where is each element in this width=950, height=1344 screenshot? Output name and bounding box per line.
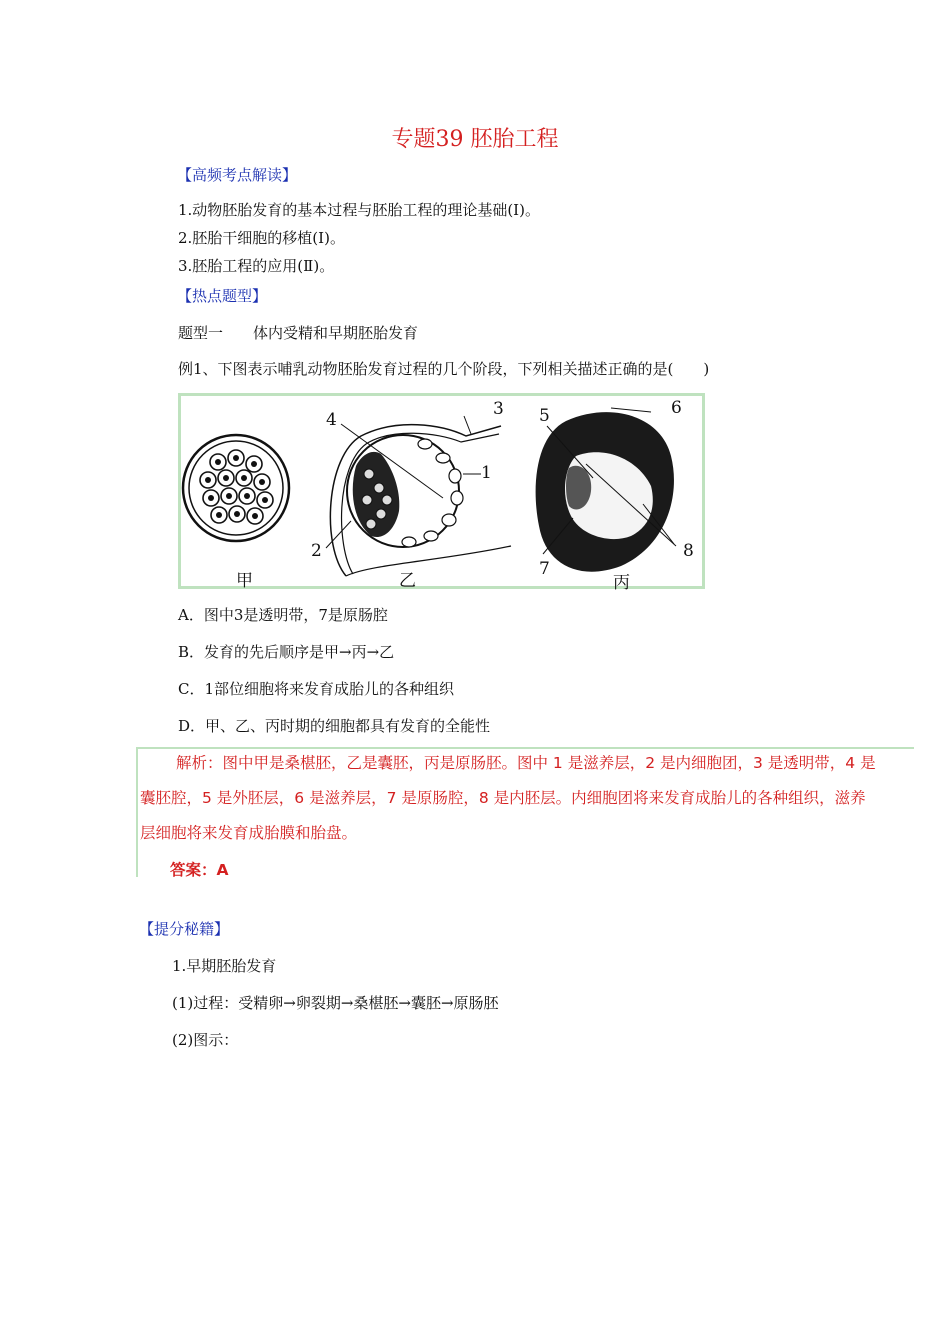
embryo-stages-illustration [181,396,702,586]
analysis-line: 解析：图中甲是桑椹胚，乙是囊胚，丙是原肠胚。图中 1 是滋养层，2 是内细胞团，3 是透明带，4 是 [176,754,876,772]
blastocyst-drawing [326,416,511,576]
option-c: C．1部位细胞将来发育成胎儿的各种组织 [178,680,455,698]
page-title: 专题39 胚胎工程 [391,127,559,152]
figure-label-jia: 甲 [236,571,253,591]
morula-drawing [183,435,289,541]
question-type-title: 题型一 体内受精和早期胚胎发育 [178,324,419,342]
section-header-tips: 【提分秘籍】 [139,920,230,938]
analysis-frame-top [136,747,914,749]
figure-label-yi: 乙 [399,571,416,591]
list-item: 1.早期胚胎发育 [172,957,277,975]
section-header-hot-topics: 【热点题型】 [177,287,268,305]
figure-number-3: 3 [493,399,504,419]
option-d: D．甲、乙、丙时期的细胞都具有发育的全能性 [178,717,491,735]
figure-number-8: 8 [683,541,694,561]
question-stem: 例1、下图表示哺乳动物胚胎发育过程的几个阶段，下列相关描述正确的是( ) [178,360,710,378]
option-a: A．图中3是透明带，7是原肠腔 [178,606,388,624]
figure-number-1: 1 [481,463,492,483]
option-b: B．发育的先后顺序是甲→丙→乙 [178,643,395,661]
figure-number-6: 6 [671,398,682,418]
list-item: (1)过程：受精卵→卵裂期→桑椹胚→囊胚→原肠胚 [172,994,499,1012]
figure-number-5: 5 [539,406,550,426]
list-item: (2)图示： [172,1031,239,1049]
section-header-high-frequency: 【高频考点解读】 [177,166,298,184]
figure-number-4: 4 [326,410,337,430]
gastrula-drawing [536,408,676,572]
embryo-figure [178,393,705,593]
list-item: 3.胚胎工程的应用(Ⅱ)。 [178,257,335,275]
analysis-line: 层细胞将来发育成胎膜和胎盘。 [140,824,358,842]
list-item: 2.胚胎干细胞的移植(Ⅰ)。 [178,229,345,247]
list-item: 1.动物胚胎发育的基本过程与胚胎工程的理论基础(Ⅰ)。 [178,201,540,219]
figure-label-bing: 丙 [613,573,630,593]
answer: 答案：A [170,861,229,879]
analysis-line: 囊胚腔，5 是外胚层，6 是滋养层，7 是原肠腔，8 是内胚层。内细胞团将来发育成胎儿的各种组织，滋养 [140,789,866,807]
analysis-frame-left [136,747,138,877]
figure-number-7: 7 [539,559,550,579]
figure-number-2: 2 [311,541,322,561]
